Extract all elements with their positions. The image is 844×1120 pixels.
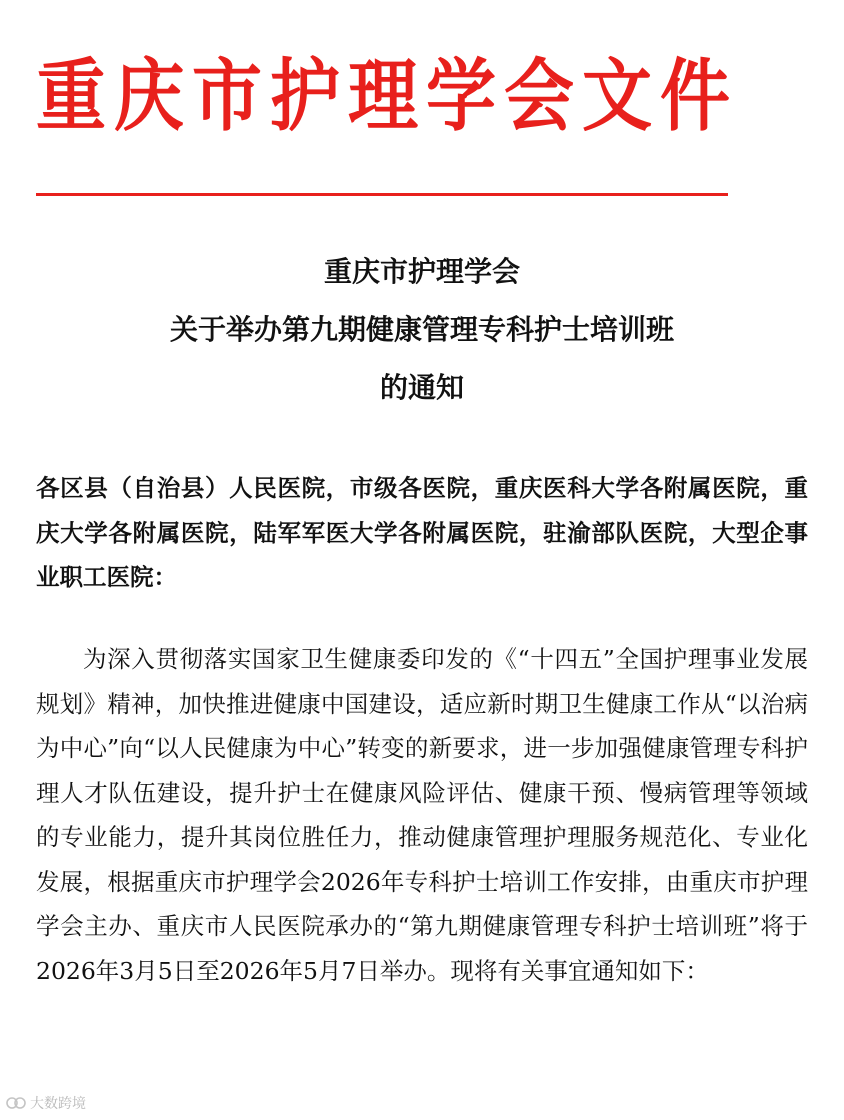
watermark-logo-icon (6, 1096, 26, 1110)
org-header-title: 重庆市护理学会文件 (36, 50, 738, 142)
watermark (6, 1093, 86, 1113)
body-paragraph: 为深入贯彻落实国家卫生健康委印发的《“十四五”全国护理事业发展规划》精神，加快推进健康中国建设，适应新时期卫生健康工作从“以治病为中心”向“以人民健康为中心”转变的新要求，进一步加强健康管理专科护理人才队伍建设，提升护士在健康风险评估、健康干预、慢病管理等领域的专业能力，提升其岗位胜任力，推动健康管理护理服务规范化、专业化发展，根据重庆市护理学会2026年专科护士培训工作安排，由重庆市护理学会主办、重庆市人民医院承办的“第九期健康管理专科护士培训班”将于2026年3月5日至2026年5月7日举办。现将有关事宜通知如下： (36, 645, 808, 985)
document-title-line3: 的通知 (379, 371, 464, 404)
document-title-line2: 关于举办第九期健康管理专科护士培训班 (169, 313, 674, 346)
addressee-paragraph: 各区县（自治县）人民医院，市级各医院，重庆医科大学各附属医院，重庆大学各附属医院，陆军军医大学各附属医院，驻渝部队医院，大型企事业职工医院： (36, 474, 808, 591)
document-title-line1: 重庆市护理学会 (323, 255, 520, 288)
watermark-text: 大数跨境 (30, 1096, 86, 1112)
header-divider (36, 193, 728, 196)
